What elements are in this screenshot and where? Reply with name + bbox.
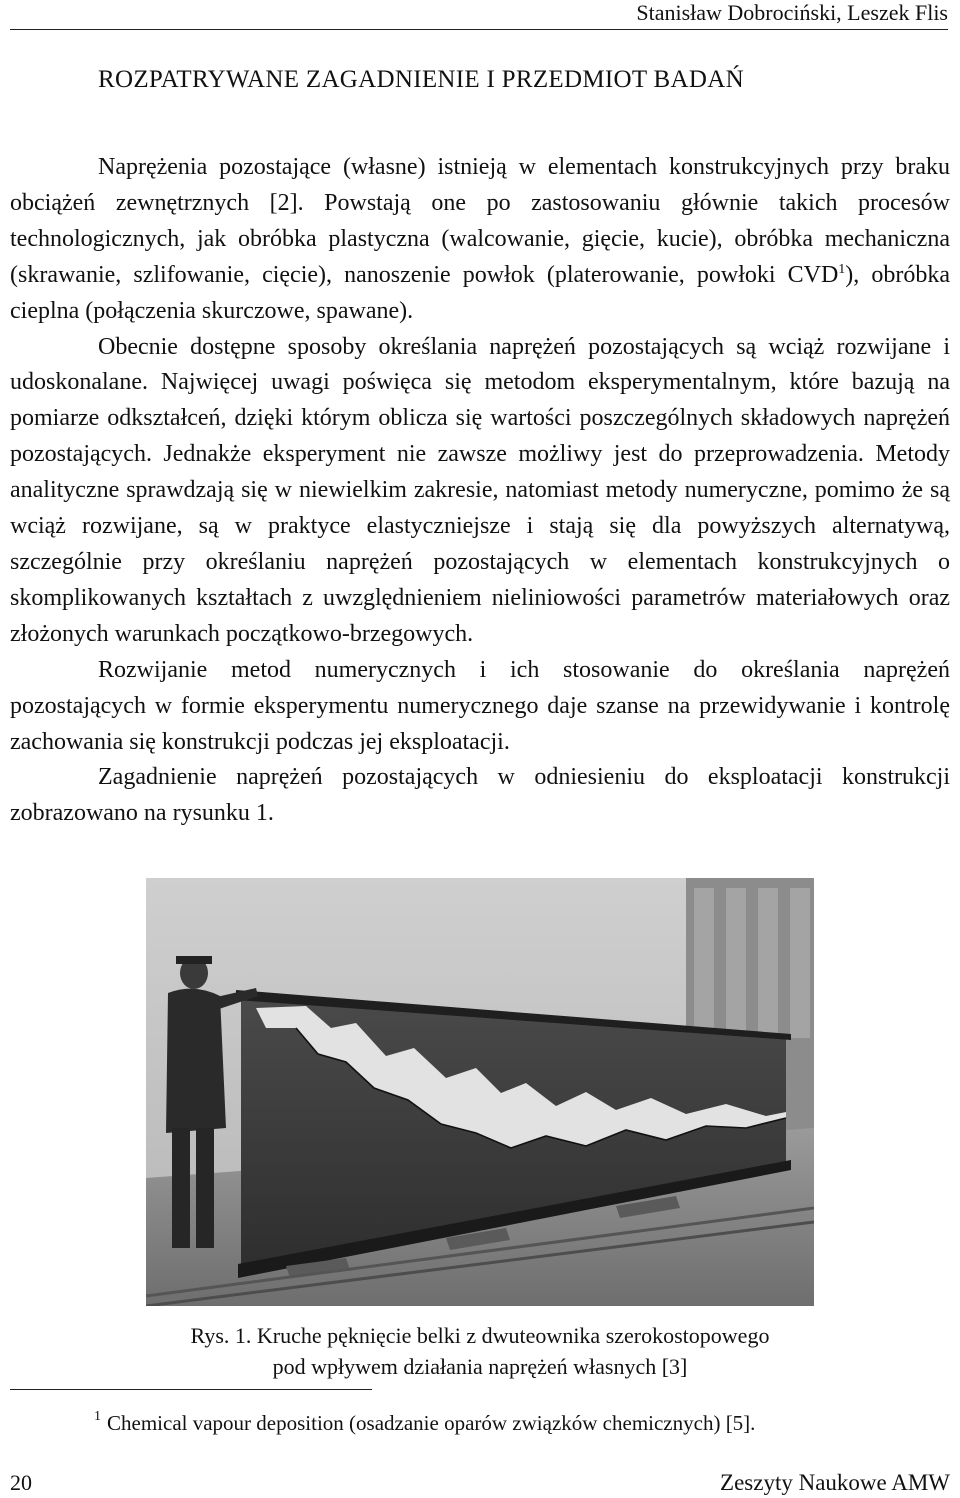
header-authors: Stanisław Dobrociński, Leszek Flis bbox=[636, 0, 948, 25]
body-text bbox=[10, 150, 950, 832]
paragraph-1 bbox=[10, 150, 950, 330]
page-number: 20 bbox=[10, 1470, 32, 1495]
footnote-reference[interactable]: 1 bbox=[838, 261, 846, 277]
footnote-text: Chemical vapour deposition (osadzanie oparów związków chemicznych) [5]. bbox=[107, 1411, 756, 1435]
figure-photo-cracked-beam bbox=[146, 878, 814, 1306]
footnote-mark: 1 bbox=[94, 1409, 101, 1424]
footnote bbox=[94, 1409, 954, 1437]
journal-name: Zeszyty Naukowe AMW bbox=[720, 1470, 950, 1495]
beam-photo-illustration bbox=[146, 878, 814, 1306]
paragraph-4: Zagadnienie naprężeń pozostających w odniesieniu do eksploatacji konstrukcji zobrazowano na rysunku 1. bbox=[10, 764, 950, 827]
paragraph-1-text-b: ), obróbka cieplna (połączenia skurczowe, spawane). bbox=[10, 261, 950, 324]
figure-caption bbox=[10, 1320, 950, 1382]
footnote-divider bbox=[10, 1389, 372, 1390]
paragraph-3: Rozwijanie metod numerycznych i ich stosowanie do określania naprężeń pozostających w formie eksperymentu numerycznego daje szanse na przewidywanie i kontrolę zachowania się konstrukcji podczas jej eksploatacji. bbox=[10, 656, 950, 755]
running-header bbox=[10, 0, 948, 30]
paragraph-1-text-a: Naprężenia pozostające (własne) istnieją w elementach konstrukcyjnych przy braku obciążeń zewnętrznych [2]. Powstają one po zastosowaniu głównie takich procesów technologicznych, jak obróbka plastyczna (walcowanie, gięcie, kucie), obróbka mechaniczna (skrawanie, szlifowanie, cięcie), nanoszenie powłok (platerowanie, powłoki CVD bbox=[10, 154, 950, 288]
section-title: ROZPATRYWANE ZAGADNIENIE I PRZEDMIOT BADAŃ bbox=[98, 66, 744, 93]
caption-line-2: pod wpływem działania naprężeń własnych [3] bbox=[272, 1354, 688, 1379]
paragraph-2: Obecnie dostępne sposoby określania naprężeń pozostających są wciąż rozwijane i udoskonalane. Najwięcej uwagi poświęca się metodom eksperymentalnym, które bazują na pomiarze odkształceń, dzięki którym oblicza się wartości poszczególnych składowych naprężeń pozostających. Jednakże eksperyment nie zawsze możliwy jest do przeprowadzenia. Metody analityczne sprawdzają się w niewielkim zakresie, natomiast metody numeryczne, pomimo że są wciąż rozwijane, są w praktyce elastyczniejsze i stają się dla powyższych alternatywą, szczególnie przy określaniu naprężeń pozostających w elementach konstrukcyjnych o skomplikowanych kształtach z uwzględnieniem nieliniowości parametrów materiałowych oraz złożonych warunkach początkowo-brzegowych. bbox=[10, 333, 950, 647]
caption-line-1: Rys. 1. Kruche pęknięcie belki z dwuteownika szerokostopowego bbox=[190, 1323, 770, 1348]
